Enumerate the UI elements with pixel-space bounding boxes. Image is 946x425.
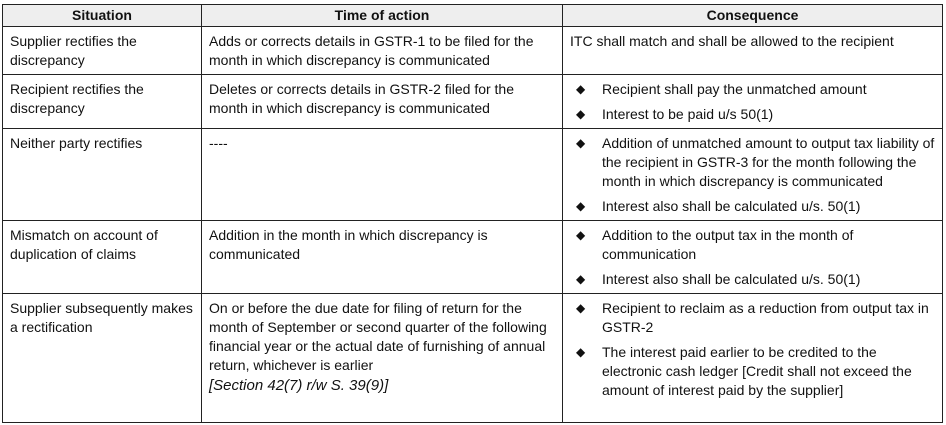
gst-mismatch-table [2,4,943,423]
diamond-bullet-icon: ◆ [576,199,586,213]
consequence-item [570,197,936,216]
consequence-text: Recipient to reclaim as a reduction from output tax in GSTR-2 [602,300,929,335]
time-of-action-cell [202,294,563,423]
consequence-text: Recipient shall pay the unmatched amount [602,81,867,97]
consequence-list [570,80,936,124]
consequence-cell [563,27,943,75]
table-row [3,294,943,423]
diamond-bullet-icon: ◆ [576,136,586,150]
consequence-cell [563,129,943,221]
situation-cell: Supplier rectifies the discrepancy [3,27,202,75]
header-time-of-action: Time of action [202,5,563,27]
situation-cell: Neither party rectifies [3,129,202,221]
consequence-text: ITC shall match and shall be allowed to the recipient [570,33,894,49]
diamond-bullet-icon: ◆ [576,301,586,315]
situation-cell: Recipient rectifies the discrepancy [3,75,202,129]
diamond-bullet-icon: ◆ [576,228,586,242]
consequence-text: Interest to be paid u/s 50(1) [602,106,774,122]
consequence-text: Interest also shall be calculated u/s. 50(1) [602,271,861,287]
consequence-item [570,105,936,124]
consequence-text: The interest paid earlier to be credited to the electronic cash ledger [Credit shall not exceed the amount of interest paid by the supplier] [602,344,912,398]
section-reference: [Section 42(7) r/w S. 39(9)] [209,377,389,394]
consequence-text: Addition of unmatched amount to output tax liability of the recipient in GSTR-3 for the month following the month in which discrepancy is communicated [602,135,935,189]
time-of-action-text: On or before the due date for filing of return for the month of September or second quarter of the following financial year or the actual date of furnishing of annual return, whichever is earlier [209,300,547,373]
situation-cell: Mismatch on account of duplication of claims [3,221,202,294]
time-of-action-cell: Addition in the month in which discrepancy is communicated [202,221,563,294]
consequence-cell [563,294,943,423]
consequence-item [570,343,936,400]
table-row [3,129,943,221]
diamond-bullet-icon: ◆ [576,82,586,96]
header-consequence: Consequence [563,5,943,27]
consequence-list [570,134,936,216]
diamond-bullet-icon: ◆ [576,107,586,121]
time-of-action-cell: Adds or corrects details in GSTR-1 to be filed for the month in which discrepancy is communicated [202,27,563,75]
consequence-item [570,299,936,337]
consequence-item [570,270,936,289]
time-of-action-cell: ---- [202,129,563,221]
consequence-cell [563,221,943,294]
consequence-cell [563,75,943,129]
consequence-list [570,299,936,400]
table-row [3,221,943,294]
consequence-text: Addition to the output tax in the month of communication [602,227,854,262]
consequence-item [570,226,936,264]
time-of-action-cell: Deletes or corrects details in GSTR-2 filed for the month in which discrepancy is communicated [202,75,563,129]
consequence-list [570,226,936,289]
diamond-bullet-icon: ◆ [576,345,586,359]
header-situation: Situation [3,5,202,27]
header-row [3,5,943,27]
table-row [3,75,943,129]
consequence-item [570,134,936,191]
consequence-text: Interest also shall be calculated u/s. 50(1) [602,198,861,214]
diamond-bullet-icon: ◆ [576,272,586,286]
situation-cell: Supplier subsequently makes a rectification [3,294,202,423]
table-row [3,27,943,75]
consequence-item [570,80,936,99]
